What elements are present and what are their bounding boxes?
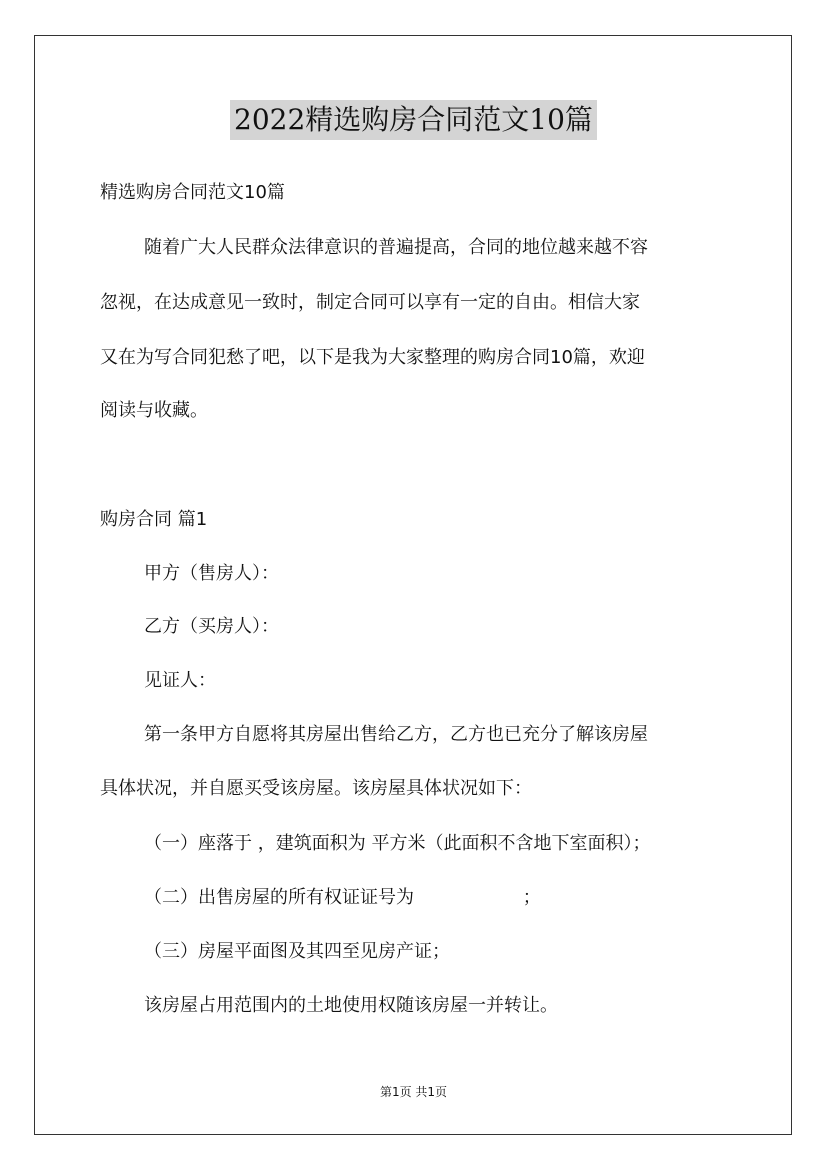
item-2: （二）出售房屋的所有权证证号为 ； — [144, 887, 541, 908]
article1-line-2: 具体状况，并自愿买受该房屋。该房屋具体状况如下： — [100, 778, 532, 799]
intro-line-4: 阅读与收藏。 — [100, 400, 208, 421]
item-1: （一）座落于 ，建筑面积为 平方米（此面积不含地下室面积）； — [144, 833, 651, 854]
article1-line-1: 第一条甲方自愿将其房屋出售给乙方，乙方也已充分了解该房屋 — [144, 724, 648, 745]
intro-line-1: 随着广大人民群众法律意识的普遍提高，合同的地位越来越不容 — [144, 237, 648, 258]
land-use-line: 该房屋占用范围内的土地使用权随该房屋一并转让。 — [144, 995, 558, 1016]
intro-line-3: 又在为写合同犯愁了吧，以下是我为大家整理的购房合同10篇，欢迎 — [100, 347, 645, 368]
party-a-line: 甲方（售房人）： — [144, 563, 279, 584]
witness-line: 见证人： — [144, 670, 216, 691]
intro-line-2: 忽视，在达成意见一致时，制定合同可以享有一定的自由。相信大家 — [100, 292, 640, 313]
item-3: （三）房屋平面图及其四至见房产证； — [144, 941, 450, 962]
document-subtitle: 精选购房合同范文10篇 — [100, 182, 285, 203]
page-footer: 第1页 共1页 — [379, 1085, 448, 1099]
section-heading: 购房合同 篇1 — [100, 509, 208, 530]
party-b-line: 乙方（买房人）： — [144, 616, 279, 637]
document-title: 2022精选购房合同范文10篇 — [230, 100, 597, 140]
title-container — [0, 100, 827, 140]
